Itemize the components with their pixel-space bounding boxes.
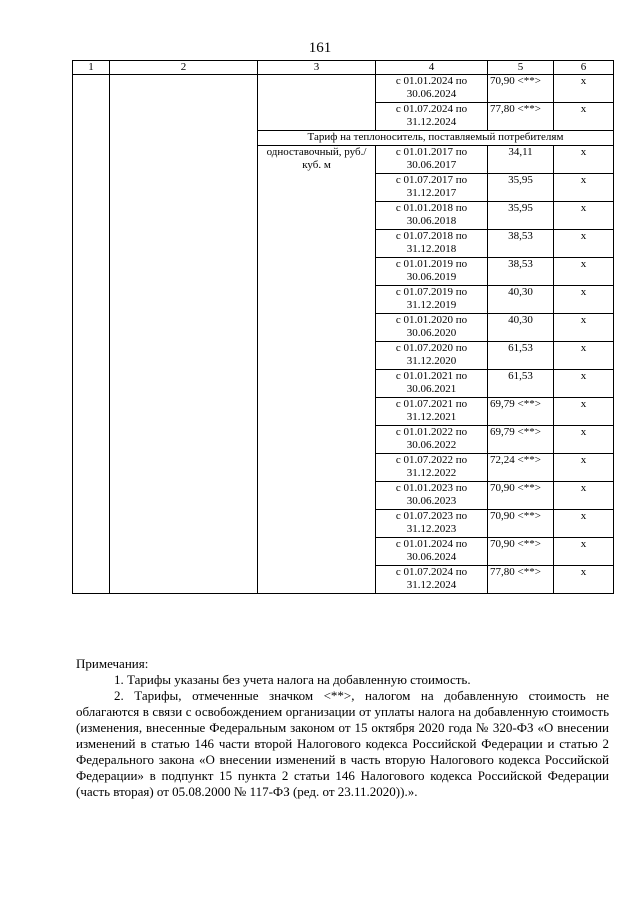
price-cell: 72,24 <**> — [488, 454, 554, 482]
price-cell: 38,53 — [488, 258, 554, 286]
period-cell: с 01.07.2024 по 31.12.2024 — [376, 103, 488, 131]
period-cell: с 01.07.2019 по 31.12.2019 — [376, 286, 488, 314]
mark-cell: х — [554, 398, 614, 426]
mark-cell: х — [554, 342, 614, 370]
mark-cell: х — [554, 103, 614, 131]
mark-cell: х — [554, 230, 614, 258]
period-cell: с 01.01.2018 по 30.06.2018 — [376, 202, 488, 230]
price-cell: 77,80 <**> — [488, 566, 554, 594]
price-cell: 70,90 <**> — [488, 538, 554, 566]
page-number: 161 — [308, 40, 332, 56]
price-cell: 69,79 <**> — [488, 426, 554, 454]
mark-cell: х — [554, 454, 614, 482]
period-cell: с 01.01.2021 по 30.06.2021 — [376, 370, 488, 398]
price-cell: 35,95 — [488, 202, 554, 230]
mark-cell: х — [554, 426, 614, 454]
period-cell: с 01.01.2024 по 30.06.2024 — [376, 75, 488, 103]
mark-cell: х — [554, 566, 614, 594]
empty-cell-col2 — [110, 75, 258, 594]
mark-cell: х — [554, 314, 614, 342]
period-cell: с 01.01.2024 по 30.06.2024 — [376, 538, 488, 566]
price-cell: 70,90 <**> — [488, 75, 554, 103]
column-header: 4 — [376, 61, 488, 75]
mark-cell: х — [554, 510, 614, 538]
price-cell: 40,30 — [488, 314, 554, 342]
empty-cell-col1 — [73, 75, 110, 594]
column-header: 6 — [554, 61, 614, 75]
period-cell: с 01.01.2020 по 30.06.2020 — [376, 314, 488, 342]
mark-cell: х — [554, 146, 614, 174]
price-cell: 40,30 — [488, 286, 554, 314]
period-cell: с 01.01.2017 по 30.06.2017 — [376, 146, 488, 174]
price-cell: 35,95 — [488, 174, 554, 202]
price-cell: 70,90 <**> — [488, 482, 554, 510]
period-cell: с 01.01.2022 по 30.06.2022 — [376, 426, 488, 454]
price-cell: 34,11 — [488, 146, 554, 174]
table-header-row — [73, 61, 614, 75]
column-header: 3 — [258, 61, 376, 75]
price-cell: 70,90 <**> — [488, 510, 554, 538]
column-header: 2 — [110, 61, 258, 75]
period-cell: с 01.07.2021 по 31.12.2021 — [376, 398, 488, 426]
column-header: 5 — [488, 61, 554, 75]
period-cell: с 01.07.2018 по 31.12.2018 — [376, 230, 488, 258]
price-cell: 38,53 — [488, 230, 554, 258]
period-cell: с 01.01.2023 по 30.06.2023 — [376, 482, 488, 510]
period-cell: с 01.07.2022 по 31.12.2022 — [376, 454, 488, 482]
notes-section — [76, 656, 609, 800]
mark-cell: х — [554, 286, 614, 314]
period-cell: с 01.01.2019 по 30.06.2019 — [376, 258, 488, 286]
notes-heading: Примечания: — [76, 656, 149, 671]
note-item: 2. Тарифы, отмеченные значком <**>, налогом на добавленную стоимость не облагаются в связи с освобождением организации от уплаты налога на добавленную стоимость (изменения, внесенные Федеральным законом от 15 октября 2020 года № 320-ФЗ «О внесении изменений в статью 146 части второй Налогового кодекса Российской Федерации и статью 2 Федерального закона «О внесении изменений в часть вторую Налогового кодекса Российской Федерации» в подпункт 15 пункта 2 статьи 146 Налогового кодекса Российской Федерации (часть вторая) от 05.08.2000 № 117-ФЗ (ред. от 23.11.2020)).». — [76, 688, 609, 799]
period-cell: с 01.07.2017 по 31.12.2017 — [376, 174, 488, 202]
table-row — [73, 75, 614, 103]
empty-cell-col3 — [258, 75, 376, 131]
price-cell: 61,53 — [488, 342, 554, 370]
unit-label: одноставочный, руб./куб. м — [258, 146, 376, 594]
mark-cell: х — [554, 370, 614, 398]
period-cell: с 01.07.2020 по 31.12.2020 — [376, 342, 488, 370]
mark-cell: х — [554, 202, 614, 230]
period-cell: с 01.07.2024 по 31.12.2024 — [376, 566, 488, 594]
note-item: 1. Тарифы указаны без учета налога на добавленную стоимость. — [114, 672, 471, 687]
period-cell: с 01.07.2023 по 31.12.2023 — [376, 510, 488, 538]
section-title: Тариф на теплоноситель, поставляемый потребителям — [258, 131, 614, 146]
column-header: 1 — [73, 61, 110, 75]
price-cell: 77,80 <**> — [488, 103, 554, 131]
price-cell: 61,53 — [488, 370, 554, 398]
mark-cell: х — [554, 75, 614, 103]
mark-cell: х — [554, 174, 614, 202]
price-cell: 69,79 <**> — [488, 398, 554, 426]
tariff-table — [72, 60, 614, 594]
mark-cell: х — [554, 258, 614, 286]
mark-cell: х — [554, 482, 614, 510]
mark-cell: х — [554, 538, 614, 566]
